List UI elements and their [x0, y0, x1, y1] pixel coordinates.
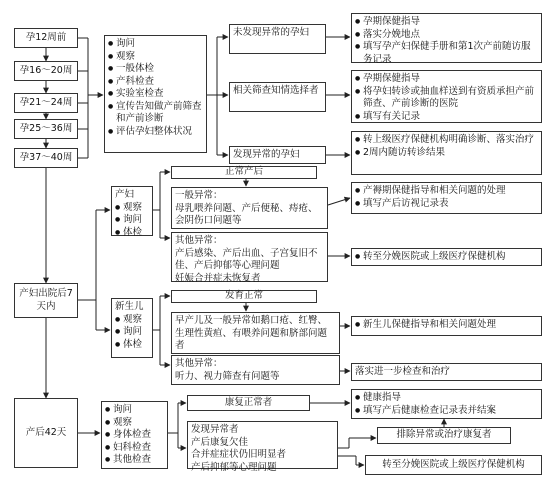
branch-screening-choice — [229, 82, 326, 112]
exam-item: ● 宣传告知做产前筛查和产前诊断 — [108, 101, 203, 126]
action-item: ● 产褥期保健指导和相关问题的处理 — [355, 185, 538, 198]
day42-exam-box — [101, 401, 168, 469]
stage-box-7 — [14, 398, 78, 468]
action-item: ● 健康指导 — [355, 392, 538, 405]
newborn-followup-box: 落实进一步检查和治疗 — [351, 363, 542, 381]
action-item: ● 落实分娩地点 — [355, 29, 538, 42]
action-item: ● 新生儿保健指导和相关问题处理 — [355, 319, 538, 332]
visit-item: ● 体检 — [115, 339, 149, 352]
mother-other-abnormal-box: 其他异常： 产后感染、产后出血、子宫复旧不佳、产后抑郁等心理问题 妊娠合并症未恢复者 — [171, 232, 328, 282]
action-item: ● 填写产后访视记录表 — [355, 198, 538, 211]
stage-box-3 — [14, 93, 78, 113]
branch-abnormal — [229, 146, 326, 164]
exam-item: ● 观察 — [105, 417, 164, 430]
branch-no-abnormal — [229, 24, 326, 54]
action-item: ● 填写有关记录 — [355, 111, 538, 124]
action-item: ● 填写产后健康检查记录表并结案 — [355, 405, 538, 418]
exam-item: ● 其他检查 — [105, 454, 164, 467]
day42-abnormal-box: 发现异常者 产后康复欠佳 合并症症状仍旧明显者 产后抑郁等心理问题 — [187, 421, 338, 469]
actions-no-abnormal — [351, 13, 542, 63]
mother-visit-box — [111, 186, 153, 236]
exam-item: ● 实验室检查 — [108, 88, 203, 101]
action-item: ● 孕期保健指导 — [355, 73, 538, 86]
newborn-general-abnormal-box: 早产儿及一般异常如鹅口疮、红臀、生理性黄疸、有喂养问题和脐部问题者 — [171, 312, 340, 354]
stage-box-1 — [14, 28, 78, 48]
mother-normal-label: 正常产后 — [171, 166, 317, 179]
newborn-visit-box — [111, 298, 153, 358]
stage-label: 产后42天 — [25, 426, 67, 438]
action-item: ● 转上级医疗保健机构明确诊断、落实治疗 — [355, 134, 538, 147]
stage-box-4 — [14, 119, 78, 139]
recovered-label: 康复正常者 — [187, 395, 310, 411]
mother-care-actions — [351, 182, 542, 214]
newborn-normal-label: 发育正常 — [171, 290, 317, 303]
stage-box-5 — [14, 148, 78, 168]
action-item: ● 2周内随访转诊结果 — [355, 147, 538, 160]
visit-item: ● 询问 — [115, 214, 149, 227]
mother-general-abnormal-box: 一般异常： 母乳喂养问题、产后便秘、痔疮、会阴伤口问题等 — [171, 187, 328, 229]
stage-label: 孕16～20周 — [19, 64, 73, 76]
mother-title: 产妇 — [115, 189, 135, 200]
mother-referral-box — [351, 248, 542, 266]
branch-label: 发现异常的孕妇 — [233, 149, 300, 160]
exam-item: ● 询问 — [105, 404, 164, 417]
visit-item: ● 体检 — [115, 227, 149, 240]
actions-screening-choice — [351, 70, 542, 123]
day42-referral-box: 转至分娩医院或上级医疗保健机构 — [365, 455, 542, 475]
exam-item: ● 身体检查 — [105, 429, 164, 442]
stage-label: 孕37～40周 — [19, 151, 73, 163]
visit-item: ● 观察 — [115, 314, 149, 327]
exam-item: ● 观察 — [108, 51, 203, 64]
stage-label: 孕12周前 — [25, 31, 67, 43]
exam-item: ● 产科检查 — [108, 76, 203, 89]
newborn-other-abnormal-box: 其他异常： 听力、视力筛查有问题等 — [171, 355, 340, 385]
recovered-actions — [351, 389, 542, 419]
stage-label: 孕25～36周 — [19, 122, 73, 134]
branch-label: 相关筛查知情选择者 — [233, 85, 319, 96]
action-item: ● 将孕妇转诊或抽血样送到有资质承担产前筛查、产前诊断的医院 — [355, 86, 538, 111]
exam-item: ● 评估孕妇整体状况 — [108, 126, 203, 139]
action-item: ● 孕期保健指导 — [355, 16, 538, 29]
stage-box-6 — [14, 283, 78, 318]
newborn-title: 新生儿 — [115, 301, 144, 312]
action-item: ● 填写孕产妇保健手册和第1次产前随访服务记录 — [355, 41, 538, 66]
stage-label: 孕21～24周 — [19, 96, 73, 108]
newborn-care-box — [351, 316, 542, 336]
visit-item: ● 询问 — [115, 326, 149, 339]
excluded-label: 排除异常或治疗康复者 — [377, 427, 511, 444]
exam-item: ● 妇科检查 — [105, 442, 164, 455]
action-item: ● 转至分娩医院或上级医疗保健机构 — [355, 251, 538, 264]
exam-item: ● 一般体检 — [108, 63, 203, 76]
branch-label: 未发现异常的孕妇 — [233, 27, 310, 38]
prenatal-exam-box — [104, 35, 207, 153]
visit-item: ● 观察 — [115, 202, 149, 215]
actions-abnormal — [351, 131, 542, 175]
exam-item: ● 询问 — [108, 38, 203, 51]
stage-label: 产妇出院后7天内 — [19, 287, 73, 312]
stage-box-2 — [14, 61, 78, 81]
